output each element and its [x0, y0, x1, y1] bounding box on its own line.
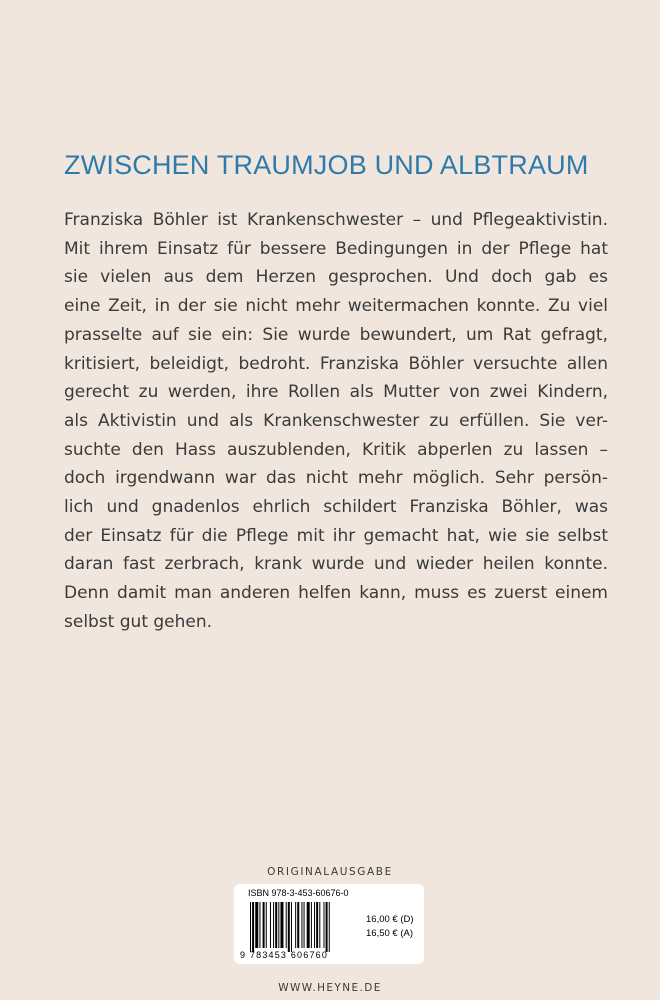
barcode-bar	[250, 902, 251, 952]
barcode-bar	[326, 902, 328, 952]
barcode-bar	[291, 902, 292, 952]
headline: ZWISCHEN TRAUMJOB UND ALBTRAUM	[64, 150, 589, 180]
barcode-bar	[273, 902, 274, 948]
barcode-bar	[255, 902, 258, 948]
blurb-line: selbst gut gehen.	[64, 611, 213, 632]
barcode-bar	[295, 902, 296, 948]
barcode-bar	[275, 902, 277, 948]
barcode-bar	[278, 902, 279, 948]
blurb-line: Franziska Böhler ist Krankenschwester – und Pflegeaktivistin.	[64, 210, 608, 230]
barcode-bar	[263, 902, 265, 948]
barcode	[250, 902, 360, 952]
barcode-bar	[307, 902, 310, 948]
blurb-line: Denn damit man anderen helfen kann, muss es zuerst einem	[64, 583, 608, 604]
barcode-bar	[319, 902, 320, 948]
blurb-line: Mit ihrem Einsatz für bessere Bedingungen in der Pflege hat	[64, 238, 608, 259]
barcode-bar	[301, 902, 302, 948]
blurb-line: eine Zeit, in der sie nicht mehr weitermachen konnte. Zu viel	[64, 296, 608, 317]
barcode-bar	[297, 902, 299, 948]
blurb-line: doch irgendwann war das nicht mehr möglich. Sehr persön-	[64, 468, 608, 489]
price-austria: 16,50 € (A)	[366, 928, 413, 939]
barcode-bar	[324, 902, 325, 948]
barcode-bar	[259, 902, 260, 948]
barcode-bar	[270, 902, 271, 948]
website: WWW.HEYNE.DE	[278, 982, 382, 994]
blurb-line: als Aktivistin und als Krankenschwester zu erfüllen. Sie ver-	[64, 410, 608, 431]
blurb-line: sie vielen aus dem Herzen gesprochen. Und doch gab es	[64, 267, 608, 288]
barcode-bar	[252, 902, 254, 952]
barcode-bar	[266, 902, 267, 948]
barcode-bar	[311, 902, 312, 948]
barcode-bar	[316, 902, 318, 948]
barcode-bar	[288, 902, 290, 952]
blurb-line: suchte den Hass auszublenden, Kritik abperlen zu lassen –	[64, 439, 608, 460]
blurb-line: der Einsatz für die Pflege mit ihr gemacht hat, wie sie selbst	[64, 525, 608, 546]
barcode-digits: 9 783453 606760	[240, 950, 329, 960]
barcode-bar	[329, 902, 330, 952]
blurb	[64, 206, 608, 637]
price-germany: 16,00 € (D)	[366, 914, 414, 925]
blurb-line: daran fast zerbrach, krank wurde und wieder heilen konnte.	[64, 554, 608, 575]
barcode-label	[234, 884, 424, 964]
blurb-line: kritisiert, beleidigt, bedroht. Franziska Böhler versuchte allen	[64, 353, 608, 374]
barcode-bar	[304, 902, 305, 948]
barcode-bar	[286, 902, 287, 948]
barcode-bar	[280, 902, 283, 948]
blurb-line: prasselte auf sie ein: Sie wurde bewundert, um Rat gefragt,	[64, 324, 608, 345]
edition-label: ORIGINALAUSGABE	[267, 866, 393, 878]
isbn-text: ISBN 978-3-453-60676-0	[248, 888, 349, 898]
blurb-line: gerecht zu werden, ihre Rollen als Mutter von zwei Kindern,	[64, 382, 608, 403]
blurb-line: lich und gnadenlos ehrlich schildert Franziska Böhler, was	[64, 497, 608, 518]
barcode-bar	[314, 902, 315, 948]
